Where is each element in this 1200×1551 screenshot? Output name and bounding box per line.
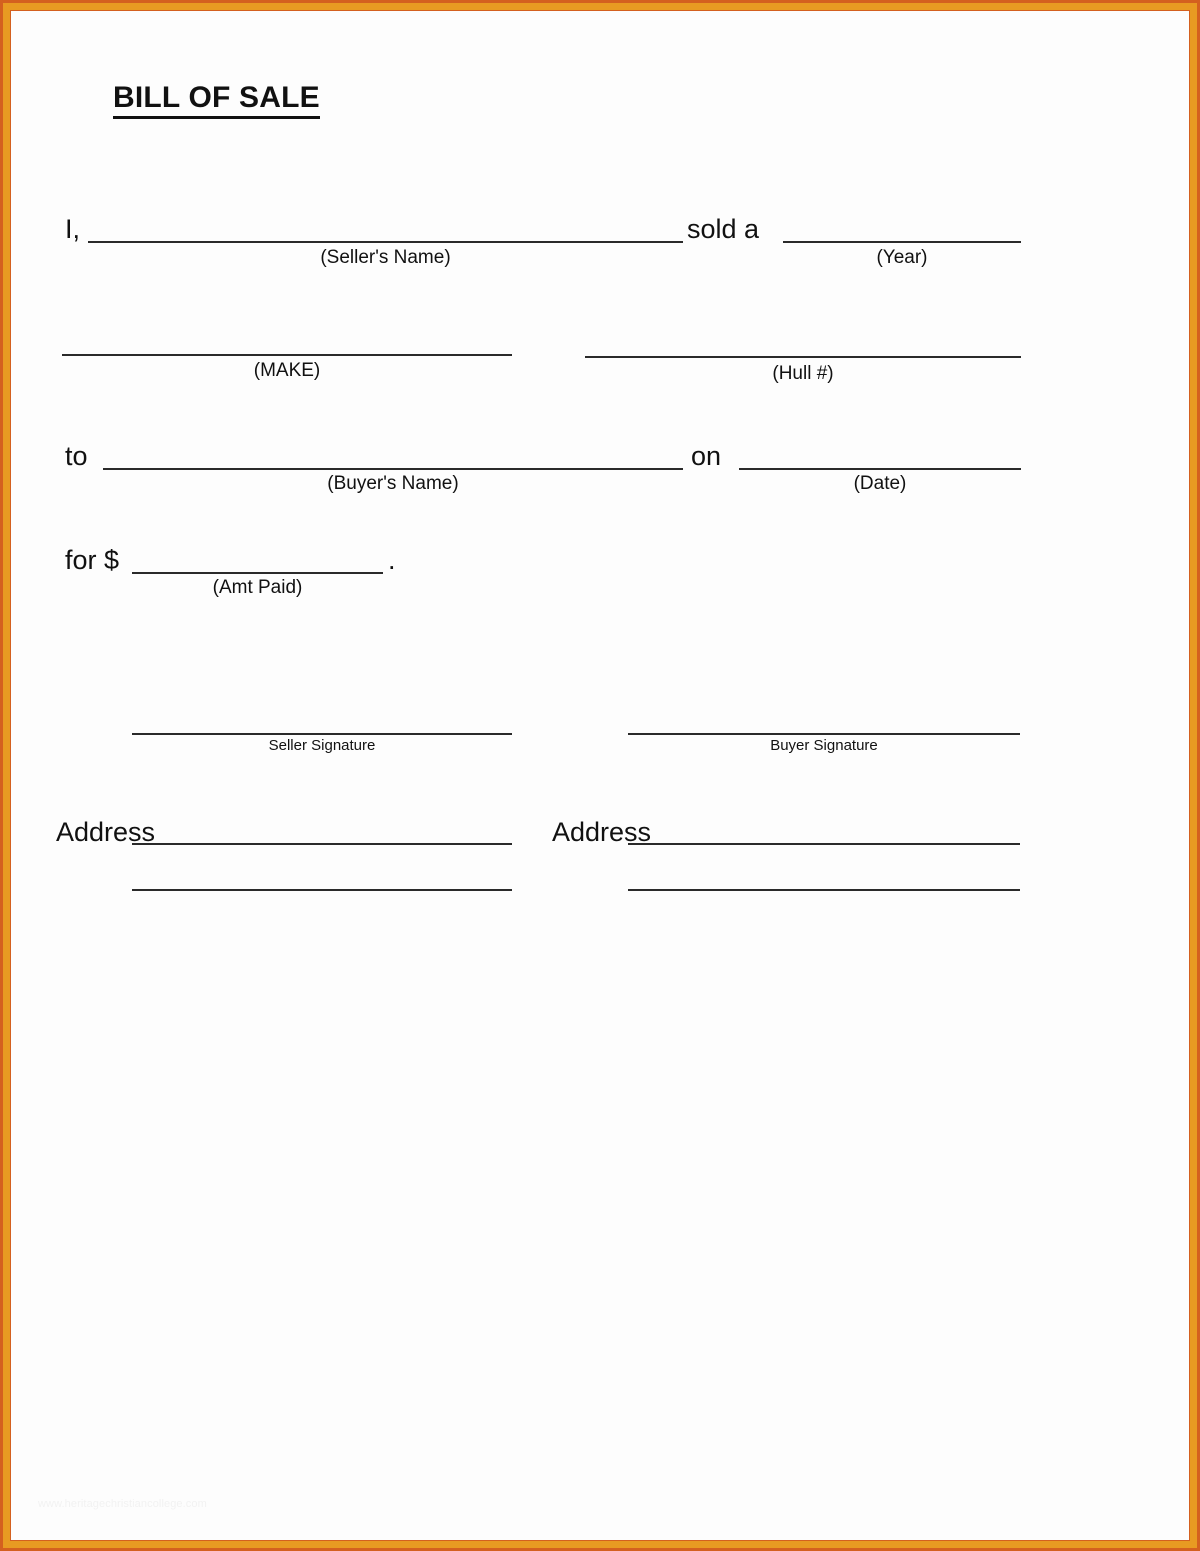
buyer-address-line-1[interactable] [628,843,1020,845]
buyer-name-field[interactable] [103,468,683,470]
label-for-amount: for $ [65,545,120,575]
seller-signature-label: Seller Signature [268,737,376,754]
seller-name-field[interactable] [88,241,683,243]
seller-address-line-1[interactable] [132,843,512,845]
make-caption: (MAKE) [253,360,321,381]
year-caption: (Year) [876,247,928,268]
amount-paid-caption: (Amt Paid) [212,577,303,598]
seller-address-line-2[interactable] [132,889,512,891]
buyer-name-caption: (Buyer's Name) [327,473,459,494]
label-sold-a: sold a [687,214,760,244]
hull-number-field[interactable] [585,356,1021,358]
buyer-signature-label: Buyer Signature [770,737,878,754]
hull-number-caption: (Hull #) [772,363,834,384]
buyer-address-label: Address [552,817,652,847]
buyer-signature-field[interactable] [628,733,1020,735]
label-on: on [691,441,722,471]
make-field[interactable] [62,354,512,356]
amount-paid-field[interactable] [132,572,383,574]
seller-address-label: Address [56,817,156,847]
sentence-period: . [388,545,396,575]
year-field[interactable] [783,241,1021,243]
label-to: to [65,441,88,471]
date-field[interactable] [739,468,1021,470]
label-i: I, [65,214,81,244]
seller-signature-field[interactable] [132,733,512,735]
date-caption: (Date) [853,473,907,494]
page-title: BILL OF SALE [113,82,320,119]
source-watermark: www.heritagechristiancollege.com [38,1498,207,1510]
buyer-address-line-2[interactable] [628,889,1020,891]
seller-name-caption: (Seller's Name) [320,247,451,268]
